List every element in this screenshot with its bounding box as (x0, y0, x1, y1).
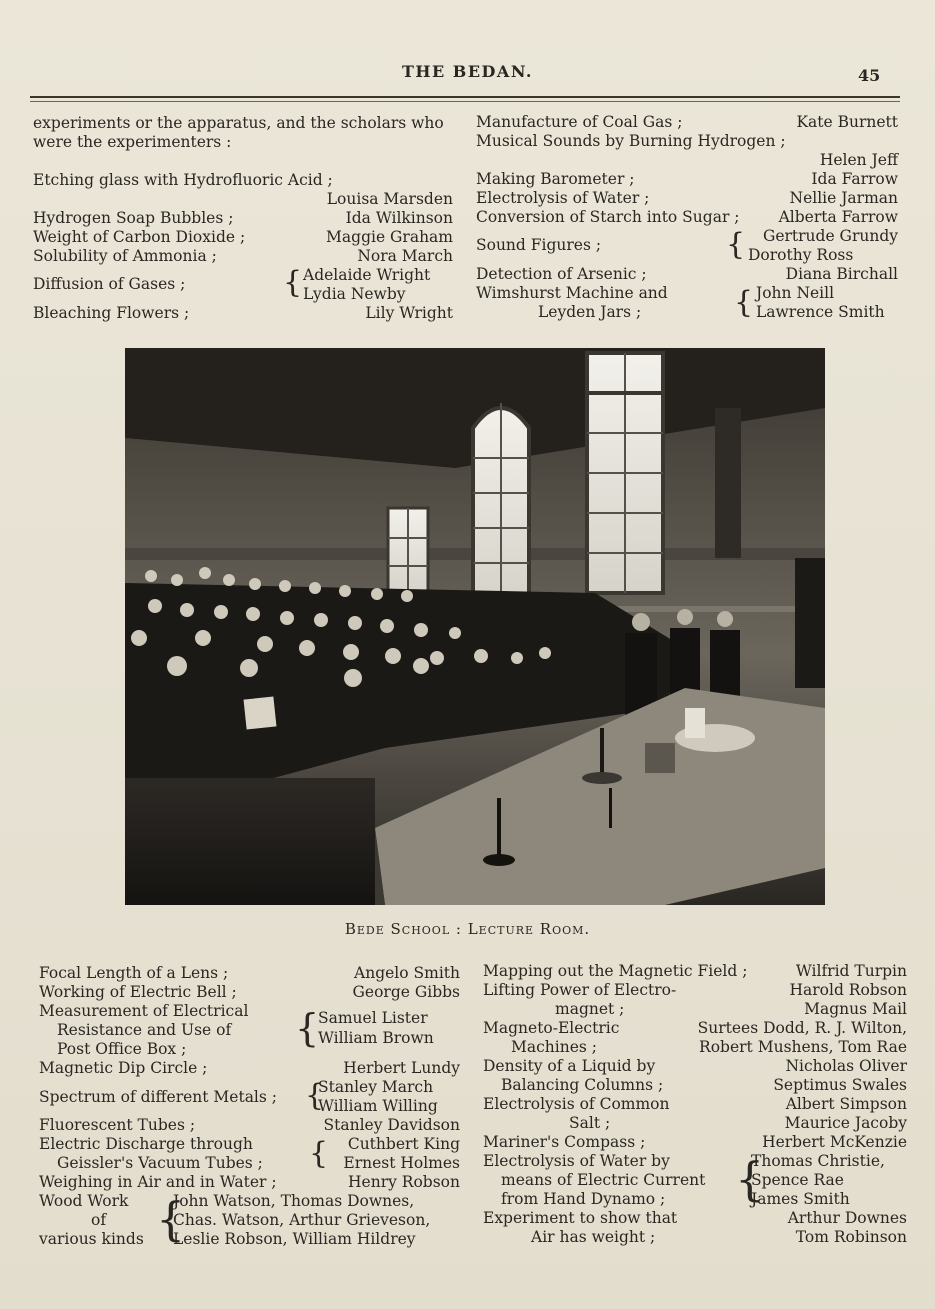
lecture-room-illustration (125, 348, 825, 905)
scholar-name: Maggie Graham (326, 228, 453, 246)
list-item (39, 1173, 460, 1192)
photo-caption: Bede School : Lecture Room. (344, 920, 591, 938)
top-right-list (476, 113, 898, 322)
experiment-label: Solubility of Ammonia ; (33, 247, 217, 265)
experiment-label: means of Electric Current (501, 1171, 706, 1189)
scholar-name: Angelo Smith (354, 964, 460, 982)
scholar-name: Maurice Jacoby (784, 1114, 907, 1132)
list-item (39, 1116, 460, 1135)
scholar-name: Harold Robson (789, 981, 907, 999)
experiment-label: Electric Discharge through (39, 1135, 253, 1153)
experiment-label: Electrolysis of Water ; (476, 189, 650, 207)
list-item (483, 1019, 907, 1038)
scholar-name: Stanley Davidson (323, 1116, 460, 1134)
brace: { (309, 1136, 329, 1171)
experiment-label: Musical Sounds by Burning Hydrogen ; (476, 132, 786, 150)
experiment-label: Density of a Liquid by (483, 1057, 656, 1075)
list-item (483, 1152, 907, 1171)
scholar-name: George Gibbs (352, 983, 460, 1001)
running-header-title: THE BEDAN. (402, 62, 533, 81)
scholar-name: Cuthbert King (347, 1135, 460, 1153)
list-item (483, 1190, 907, 1209)
scholar-name: Gertrude Grundy (762, 227, 898, 245)
experiment-label: Sound Figures ; (476, 236, 602, 254)
list-item (483, 1095, 907, 1114)
experiment-label: Weighing in Air and in Water ; (39, 1173, 277, 1191)
list-item (483, 1228, 907, 1247)
scholar-name: Nora March (357, 247, 453, 265)
experiment-label: Geissler's Vacuum Tubes ; (57, 1154, 263, 1172)
scholar-name: Stanley March (318, 1078, 434, 1096)
scholar-name: Leslie Robson, William Hildrey (173, 1230, 416, 1248)
scholar-name: Tom Robinson (795, 1228, 907, 1246)
experiment-label: Diffusion of Gases ; (33, 275, 186, 293)
experiment-label: Etching glass with Hydrofluoric Acid ; (33, 171, 333, 189)
scholar-name: Dorothy Ross (748, 246, 854, 264)
scholar-name: Ida Farrow (811, 170, 898, 188)
list-item (476, 208, 898, 227)
scholar-name: William Willing (318, 1097, 438, 1115)
scholar-name: Spence Rae (751, 1171, 844, 1189)
intro-paragraph: experiments or the apparatus, and the scholars who were the experimenters : (33, 114, 444, 151)
list-item (39, 1192, 460, 1211)
experiment-label: Measurement of Electrical (39, 1002, 249, 1020)
list-item (39, 1135, 460, 1154)
scholar-name: Thomas Christie, (751, 1152, 885, 1170)
experiment-label: Leyden Jars ; (538, 303, 642, 321)
scholar-name: Arthur Downes (787, 1209, 907, 1227)
list-item (33, 190, 453, 209)
experiment-label: Lifting Power of Electro- (483, 981, 677, 999)
scholar-name: Helen Jeff (819, 151, 898, 169)
experiment-label: of (91, 1211, 107, 1229)
scholar-name: Samuel Lister (318, 1009, 428, 1027)
scholar-name: James Smith (751, 1190, 850, 1208)
list-item (476, 284, 898, 303)
experiment-label: Balancing Columns ; (501, 1076, 664, 1094)
scholar-name: Louisa Marsden (326, 190, 453, 208)
scholar-name: Herbert McKenzie (762, 1133, 907, 1151)
scholar-name: Lydia Newby (303, 285, 406, 303)
bottom-left-list (39, 964, 460, 1249)
brace: { (156, 1192, 186, 1246)
scholar-name: Chas. Watson, Arthur Grieveson, (173, 1211, 431, 1229)
top-left-list (33, 171, 453, 323)
experiment-label: Focal Length of a Lens ; (39, 964, 229, 982)
list-item (476, 170, 898, 189)
experiment-label: Detection of Arsenic ; (476, 265, 647, 283)
list-item (39, 1230, 460, 1249)
experiment-label: Conversion of Starch into Sugar ; (476, 208, 740, 226)
experiment-label: Making Barometer ; (476, 170, 635, 188)
experiment-label: Post Office Box ; (57, 1040, 187, 1058)
list-item (476, 151, 898, 170)
experiment-label: Mariner's Compass ; (483, 1133, 646, 1151)
experiment-label: from Hand Dynamo ; (501, 1190, 666, 1208)
list-item (476, 132, 898, 151)
brace: { (734, 285, 754, 320)
lecture-room-photograph (125, 348, 825, 905)
list-item (39, 983, 460, 1002)
experiment-label: Air has weight ; (531, 1228, 656, 1246)
scholar-name: Albert Simpson (785, 1095, 907, 1113)
experiment-label: Manufacture of Coal Gas ; (476, 113, 683, 131)
scholar-name: John Watson, Thomas Downes, (173, 1192, 415, 1210)
scholar-name: Robert Mushens, Tom Rae (699, 1038, 907, 1056)
list-item (483, 1171, 907, 1190)
experiment-label: Bleaching Flowers ; (33, 304, 190, 322)
list-item (483, 1076, 907, 1095)
list-item (483, 1038, 907, 1057)
experiment-label: Machines ; (511, 1038, 597, 1056)
list-item (476, 303, 898, 322)
page-number: 45 (858, 66, 881, 85)
list-item (39, 1154, 460, 1173)
window (587, 353, 663, 593)
experiment-label: Magnetic Dip Circle ; (39, 1059, 208, 1077)
brace: { (283, 265, 303, 300)
brace: { (305, 1078, 325, 1113)
list-item (476, 265, 898, 284)
list-item (483, 1114, 907, 1133)
window (473, 403, 529, 598)
scholar-name: Adelaide Wright (303, 266, 431, 284)
experiment-label: Wimshurst Machine and (476, 284, 668, 302)
experiment-label: Experiment to show that (483, 1209, 678, 1227)
header-rule (30, 96, 900, 102)
experiment-label: Mapping out the Magnetic Field ; (483, 962, 748, 980)
scholar-name: Herbert Lundy (343, 1059, 460, 1077)
experiment-label: Hydrogen Soap Bubbles ; (33, 209, 234, 227)
experiment-label: magnet ; (555, 1000, 625, 1018)
scholar-name: Wilfrid Turpin (795, 962, 907, 980)
scholar-name: Surtees Dodd, R. J. Wilton, (697, 1019, 907, 1037)
experiment-label: Salt ; (569, 1114, 611, 1132)
list-item (39, 964, 460, 983)
list-item (483, 1133, 907, 1152)
window (388, 508, 428, 593)
list-item (476, 113, 898, 132)
list-item (33, 304, 453, 323)
list-item (33, 171, 453, 190)
list-item (483, 1000, 907, 1019)
experiment-label: various kinds (39, 1230, 144, 1248)
list-item (33, 247, 453, 266)
experiment-label: Electrolysis of Water by (483, 1152, 670, 1170)
scholar-name: Nellie Jarman (789, 189, 898, 207)
scholar-name: William Brown (318, 1029, 434, 1047)
list-item (476, 189, 898, 208)
brace: { (295, 1006, 320, 1050)
scholar-name: John Neill (756, 284, 835, 302)
bottom-right-list (483, 962, 907, 1247)
scholar-name: Nicholas Oliver (785, 1057, 907, 1075)
list-item (33, 209, 453, 228)
scholar-name: Septimus Swales (773, 1076, 907, 1094)
scholar-name: Henry Robson (348, 1173, 460, 1191)
brace: { (726, 227, 746, 262)
list-item (33, 228, 453, 247)
list-item (483, 1057, 907, 1076)
list-item (39, 1211, 460, 1230)
experiment-label: Weight of Carbon Dioxide ; (33, 228, 246, 246)
list-item (39, 1059, 460, 1078)
scholar-name: Lawrence Smith (756, 303, 885, 321)
experiment-label: Electrolysis of Common (483, 1095, 670, 1113)
scholar-name: Ernest Holmes (343, 1154, 460, 1172)
scholar-name: Alberta Farrow (778, 208, 898, 226)
list-item (483, 981, 907, 1000)
list-item (483, 1209, 907, 1228)
scholar-name: Diana Birchall (785, 265, 898, 283)
experiment-label: Wood Work (39, 1192, 129, 1210)
experiment-label: Spectrum of different Metals ; (39, 1088, 277, 1106)
scholar-name: Kate Burnett (796, 113, 898, 131)
scholar-name: Ida Wilkinson (345, 209, 453, 227)
experiment-label: Magneto-Electric (483, 1019, 620, 1037)
experiment-label: Resistance and Use of (57, 1021, 232, 1039)
scholar-name: Lily Wright (365, 304, 453, 322)
list-item (483, 962, 907, 981)
experiment-label: Fluorescent Tubes ; (39, 1116, 196, 1134)
scholar-name: Magnus Mail (804, 1000, 907, 1018)
experiment-label: Working of Electric Bell ; (39, 983, 237, 1001)
brace: { (735, 1152, 765, 1206)
